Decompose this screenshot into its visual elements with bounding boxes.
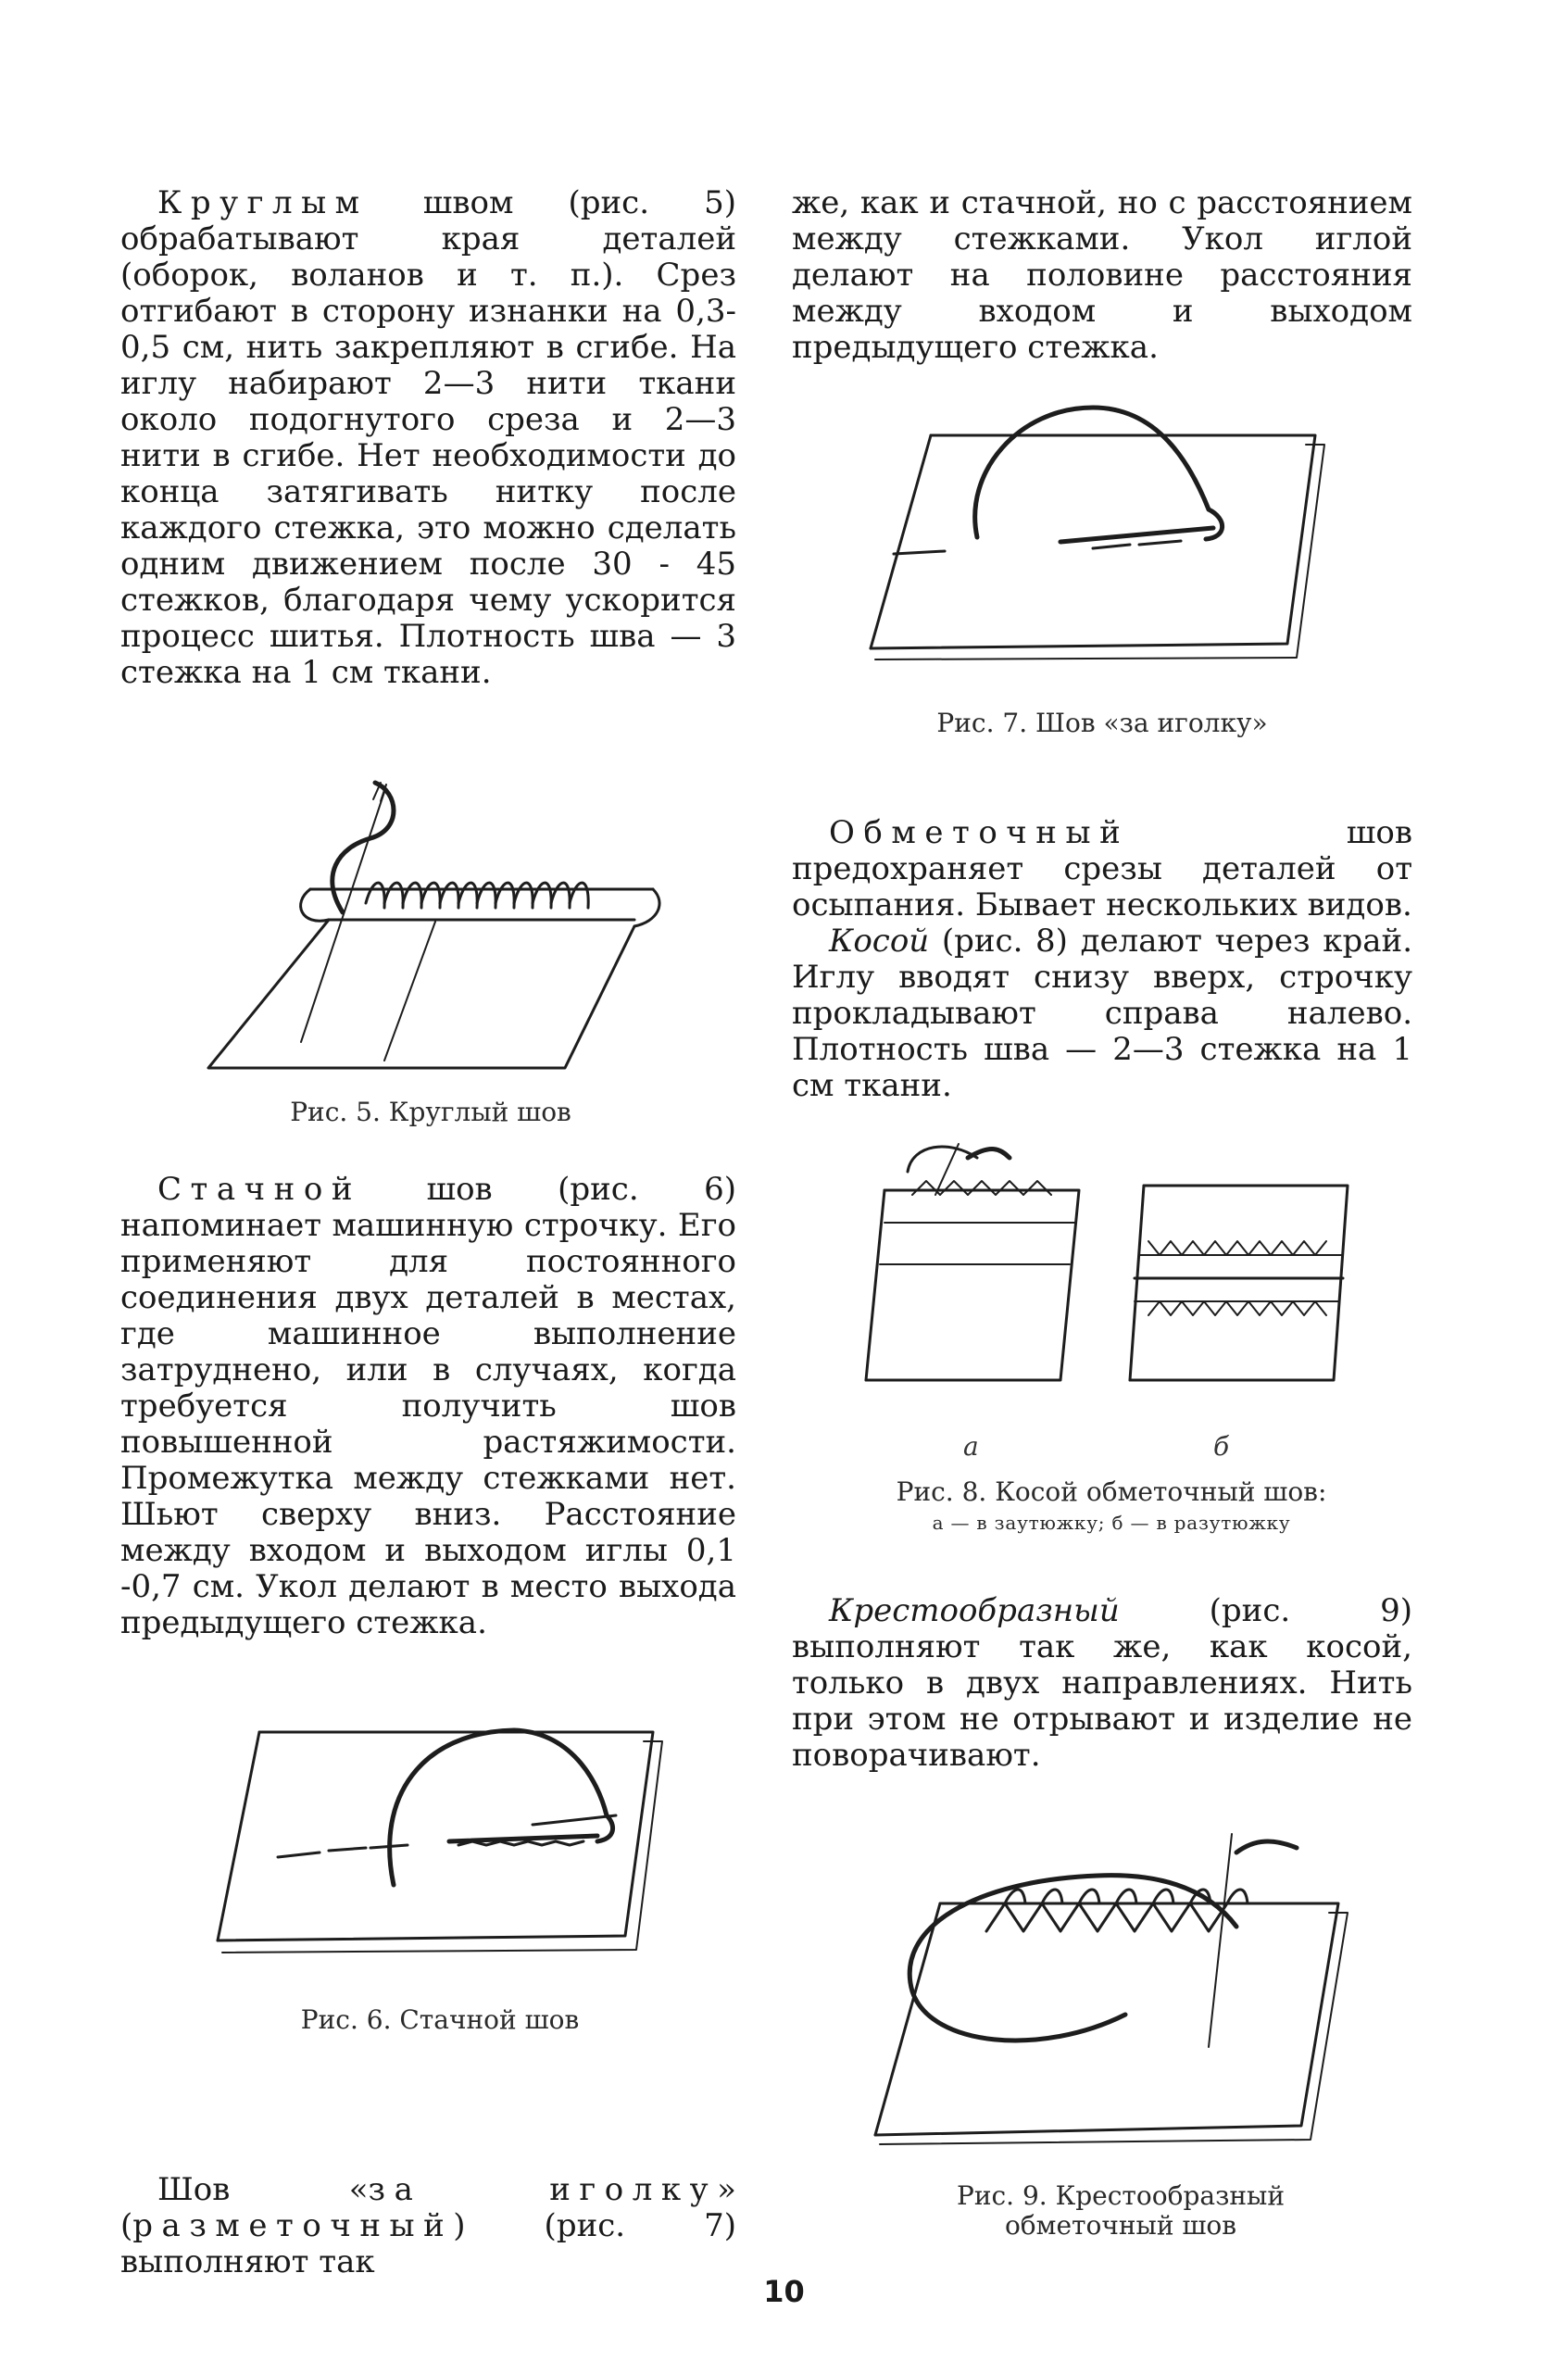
backstitch-illustration xyxy=(861,389,1343,676)
paragraph-cross xyxy=(792,1593,1412,1774)
figure-8 xyxy=(838,1135,1357,1413)
term-backstitch: за иголку xyxy=(368,2171,718,2208)
paragraph-overcast xyxy=(792,815,1412,1104)
caption-fig6: Рис. 6. Стачной шов xyxy=(300,2004,580,2035)
text-oblique: (рис. 8) делают через край. Иглу вводят снизу вверх, строчку прокладывают справа налево. Плотность шва — 2—3 стежка на 1 см ткани. xyxy=(792,923,1412,1104)
cross-overcast-illustration xyxy=(857,1825,1385,2158)
label-fig8-b: б xyxy=(1213,1431,1230,1462)
round-seam-illustration xyxy=(190,773,671,1088)
page-number: 10 xyxy=(763,2274,805,2309)
text-backstitch-mid: » ( xyxy=(120,2171,736,2244)
text-backstitch-cont: же, как и стачной, но с расстоянием между стежками. Укол иглой делают на половине расстояния между входом и выходом предыдущего стежка. xyxy=(792,184,1412,366)
figure-9 xyxy=(857,1825,1385,2158)
caption-fig5: Рис. 5. Круглый шов xyxy=(290,1097,571,1127)
figure-7 xyxy=(861,389,1343,676)
oblique-overcast-illustration xyxy=(838,1135,1357,1413)
running-seam-illustration xyxy=(208,1686,671,1964)
term-running: Стачной xyxy=(157,1171,362,1208)
subcaption-fig8: а — в заутюжку; б — в разутюжку xyxy=(932,1512,1291,1534)
label-fig8-a: а xyxy=(963,1431,979,1462)
text-cross: (рис. 9) выполняют так же, как косой, только в двух направлениях. Нить при этом не отрывают и изделие не поворачивают. xyxy=(792,1592,1412,1774)
paragraph-backstitch-cont xyxy=(792,185,1412,366)
caption-fig9-line2: обметочный шов xyxy=(1004,2210,1237,2241)
term-cross: Крестообразный xyxy=(829,1592,1120,1629)
paragraph-backstitch-start xyxy=(120,2172,736,2280)
text-overcast: шов предохраняет срезы деталей от осыпания. Бывает нескольких видов. xyxy=(792,814,1412,923)
caption-fig8: Рис. 8. Косой обметочный шов: xyxy=(896,1476,1327,1507)
text-backstitch-end: ) (рис. 7) выполняют так xyxy=(120,2207,736,2280)
caption-fig9-line1: Рис. 9. Крестообразный xyxy=(956,2180,1285,2211)
paragraph-running-seam xyxy=(120,1172,736,1641)
caption-fig7: Рис. 7. Шов «за иголку» xyxy=(936,708,1268,738)
term-overcast: Обметочный xyxy=(829,814,1130,851)
text-running: шов (рис. 6) напоминает машинную строчку. Его применяют для постоянного соединения двух деталей в местах, где машинное выполнение затруднено, или в случаях, когда требуется получить шов повышенной растяжимости. Промежутка между стежками нет. Шьют сверху вниз. Расстояние между входом и выходом иглы 0,1 -0,7 см. Укол делают в место выхода предыдущего стежка. xyxy=(120,1171,736,1641)
term-oblique: Косой xyxy=(829,923,930,960)
text-round: швом (рис. 5) обрабатывают края деталей (оборок, воланов и т. п.). Срез отгибают в сторону изнанки на 0,3- 0,5 см, нить закрепляют в сгибе. На иглу набирают 2—3 нити ткани около подогнутого среза и 2—3 нити в сгибе. Нет необходимости до конца затягивать нитку после каждого стежка, это можно сделать одним движением после 30 - 45 стежков, благодаря чему ускорится процесс шитья. Плотность шва — 3 стежка на 1 см ткани. xyxy=(120,184,736,691)
term-round: Круглым xyxy=(157,184,369,221)
figure-5 xyxy=(190,773,671,1088)
figure-6 xyxy=(208,1686,671,1964)
text-backstitch-prefix: Шов « xyxy=(157,2171,369,2208)
paragraph-round-seam xyxy=(120,185,736,691)
term-marking: разметочный xyxy=(132,2207,454,2244)
